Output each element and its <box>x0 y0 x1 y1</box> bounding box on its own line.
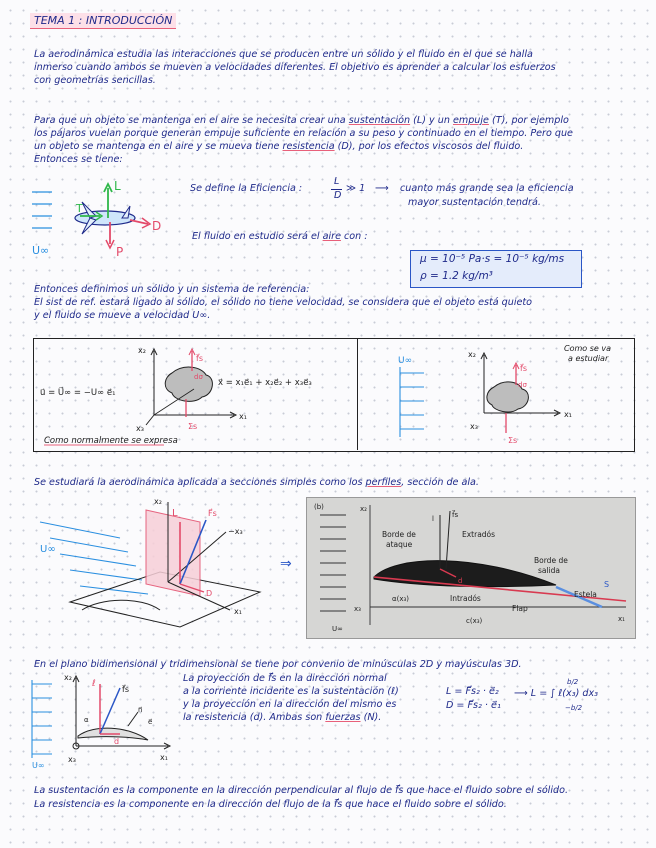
plane2d-p3: y la proyección en la dirección del mismo es <box>183 699 397 710</box>
uinf-label: U∞ <box>32 244 50 257</box>
photo-l: l <box>432 515 434 523</box>
box2-u: U∞ <box>398 356 413 366</box>
airfoil-figure <box>306 497 634 637</box>
ref-line-1: Entonces definimos un sólido y un sistema de referencia: <box>34 284 310 295</box>
box1-x3: x₃ <box>136 424 144 433</box>
photo-estela: Estela <box>574 590 597 599</box>
plane2d-p1: La proyección de f⃗s en la dirección normal <box>183 673 387 684</box>
box2-note-2: a estudiar <box>568 354 609 363</box>
box1-dsigma: dσ <box>194 373 203 381</box>
wing-drag: D <box>206 589 213 598</box>
efficiency-lead: Se define la Eficiencia : <box>190 183 303 194</box>
ref-line-2: El sist de ref. estará ligado al sólido, el sólido no tiene velocidad, se considera que el objeto está quieto <box>34 297 533 308</box>
footer-line-2: La resistencia es la componente en la dirección del flujo de la f⃗s que hace el fluido sobre el sólido. <box>34 799 507 810</box>
perfiles-term: perfiles <box>365 477 402 488</box>
photo-flap: Flap <box>512 604 528 613</box>
box2-x1: x₁ <box>564 410 572 419</box>
eq-drag: D = F⃗s₂ · e⃗₁ <box>446 700 501 711</box>
photo-x2: x₂ <box>360 505 367 513</box>
density-value: ρ = 1.2 kg/m³ <box>420 270 493 282</box>
wing-lift: L <box>172 508 178 519</box>
photo-chord: c(x₃) <box>466 617 483 625</box>
section-2d-diagram <box>28 670 178 770</box>
photo-tag: (b) <box>314 503 324 511</box>
wing-x1: x₁ <box>234 607 242 616</box>
page-title: TEMA 1 : INTRODUCCIÓN <box>30 13 176 29</box>
diag2d-fs: f⃗s <box>122 685 129 694</box>
section-line: Se estudiará la aerodinámica aplicada a secciones simples como los perfiles, sección de ala. <box>34 477 479 488</box>
plane2d-p2: a la corriente incidente es la sustentación (ℓ) <box>183 686 399 697</box>
reference-diagram-2 <box>358 339 634 449</box>
photo-borde-ataque-2: ataque <box>386 540 413 549</box>
diag2d-x2: x₂ <box>64 673 72 682</box>
plane2d-line-1: En el plano bidimensional y tridimensional se tiene por convenio de minúsculas 2D y mayúsculas 3D. <box>34 659 522 670</box>
box1-x1: x₁ <box>239 412 247 421</box>
viscosity-value: μ = 10⁻⁵ Pa·s = 10⁻⁵ kg/ms <box>420 253 565 265</box>
box2-sigma: Σs <box>508 436 518 445</box>
wing-x3: −x₃ <box>228 527 243 536</box>
efficiency-desc-1: cuanto más grande sea la eficiencia <box>400 183 574 194</box>
eq-lift: L = F⃗s₂ · e⃗₂ <box>446 686 499 697</box>
integral-lower: −b/2 <box>565 704 583 712</box>
photo-uinf: U∞ <box>332 625 343 633</box>
resistencia-term: resistencia <box>282 141 335 152</box>
efficiency-desc-2: mayor sustentación tendrá. <box>408 197 541 208</box>
airplane-forces-diagram <box>30 172 180 262</box>
box1-eq-u: u⃗ = U⃗∞ = −U∞ e⃗₁ <box>40 388 116 398</box>
empuje-term: empuje <box>452 115 489 126</box>
photo-x3: x₃ <box>354 605 361 613</box>
diag2d-x1: x₁ <box>160 753 168 762</box>
diag2d-alpha: α <box>84 716 89 724</box>
integral-upper: b/2 <box>567 678 579 686</box>
intro-line-1: La aerodinámica estudia las interacciones que se producen entre un sólido y el fluido en el que se halla <box>34 49 533 60</box>
box1-fs: f⃗s <box>196 354 203 363</box>
box1-eq-x: x⃗ = x₁e⃗₁ + x₂e⃗₂ + x₃e⃗₃ <box>218 378 312 388</box>
photo-d: d <box>458 577 463 585</box>
diag2d-u: U∞ <box>32 761 45 770</box>
photo-intrados: Intradós <box>450 594 481 603</box>
box2-x2: x₂ <box>468 350 476 359</box>
box2-dsigma: dσ <box>518 381 527 389</box>
wing-uinf: U∞ <box>40 544 56 555</box>
efficiency-num: L <box>334 176 340 187</box>
drag-label: D <box>152 219 162 233</box>
photo-s: S <box>604 580 610 589</box>
para2-line-4: Entonces se tiene: <box>34 154 123 165</box>
photo-fs: f⃗s <box>452 511 459 519</box>
photo-borde-ataque-1: Borde de <box>382 530 416 539</box>
diag2d-e: e⃗ <box>148 718 153 726</box>
thrust-label: T <box>76 202 83 215</box>
wing-3d-diagram <box>30 492 300 642</box>
box1-caption: Como normalmente se expresa <box>44 436 178 446</box>
lift-label: L <box>114 179 121 193</box>
eq-integral: ⟶ L = ∫ ℓ(x₃) dx₃ <box>514 688 598 699</box>
photo-x1: x₁ <box>618 615 625 623</box>
efficiency-rel: ≫ 1 <box>346 183 366 194</box>
air-term: aire <box>322 231 341 242</box>
para2-line-2: los pájaros vuelan porque generan empuje suficiente en relación a su peso y continuado en el tiempo. Pero que <box>34 128 573 139</box>
para2-line-3: un objeto se mantenga en el aire y se mueva tiene resistencia (D), por los efectos viscosos del fluido. <box>34 141 524 152</box>
box2-note-1: Como se va <box>564 344 611 353</box>
efficiency-den: D <box>334 190 342 201</box>
sustentacion-term: sustentación <box>348 115 411 126</box>
box2-x3: x₃ <box>470 422 478 431</box>
reference-diagram-1 <box>34 339 356 449</box>
weight-label: P <box>116 245 124 259</box>
photo-borde-salida-2: salida <box>538 566 561 575</box>
photo-borde-salida-1: Borde de <box>534 556 568 565</box>
ref-line-3: y el fluido se mueve a velocidad U∞. <box>34 310 211 321</box>
efficiency-arrow: ⟶ <box>375 183 389 194</box>
fluid-lead: El fluido en estudio será el aire con : <box>192 231 368 242</box>
arrow-icon: ⇒ <box>280 556 292 572</box>
fuerzas-term: fuerzas <box>325 712 361 723</box>
wing-x2: x₂ <box>154 497 162 506</box>
photo-alpha: α(x₃) <box>392 595 410 603</box>
diag2d-n: n⃗ <box>138 706 143 714</box>
para2-line-1: Para que un objeto se mantenga en el aire se necesita crear una sustentación (L) y un empuje (T), por ejemplo <box>34 115 569 126</box>
photo-extrados: Extradós <box>462 530 496 539</box>
box2-fs: f⃗s <box>520 364 527 373</box>
diag2d-d: d <box>114 737 120 746</box>
wing-fs: F⃗s <box>208 509 217 518</box>
intro-line-3: con geometrías sencillas. <box>34 75 156 86</box>
box1-sigma: Σs <box>188 422 198 431</box>
plane2d-p4: la resistencia (d). Ambas son fuerzas (N). <box>183 712 382 723</box>
diag2d-x3: x₃ <box>68 755 76 764</box>
footer-line-1: La sustentación es la componente en la dirección perpendicular al flujo de f⃗s que hace el fluido sobre el sólido. <box>34 785 569 796</box>
intro-line-2: inmerso cuando ambos se mueven a velocidades diferentes. El objetivo es aprender a calcular los esfuerzos <box>34 62 556 73</box>
box1-x2: x₂ <box>138 346 146 355</box>
diag2d-l: ℓ <box>92 679 96 689</box>
